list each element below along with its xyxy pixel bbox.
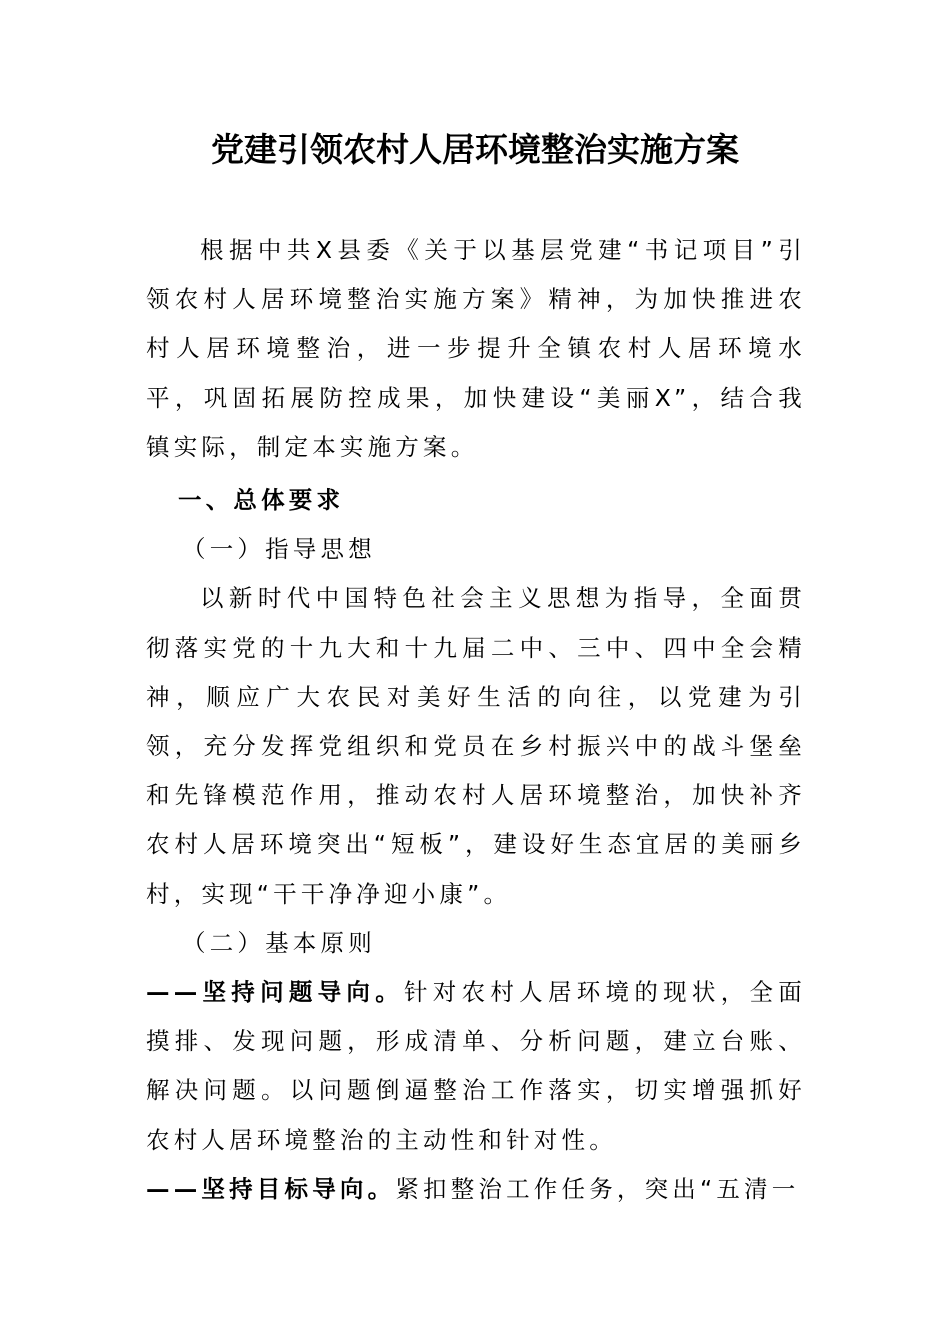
section-heading-overall-requirements: 一、总体要求 [178,486,345,515]
principle-problem-oriented-text: 针对农村人居环境的现状，全面摸排、发现问题，形成清单、分析问题，建立台账、解决问题。以问题倒逼整治工作落实，切实增强抓好农村人居环境整治的主动性和针对性。 [146,978,806,1154]
subsection-heading-basic-principles: （二）基本原则 [182,928,376,957]
principle-problem-oriented-lead: ——坚持问题导向。 [146,978,405,1007]
subsection-heading-guiding-ideology: （一）指导思想 [182,535,376,564]
principle-goal-oriented-text: 紧扣整治工作任务，突出“五清一 [395,1174,800,1203]
principle-goal-oriented [146,1165,806,1214]
principle-problem-oriented [146,968,806,1165]
intro-paragraph: 根据中共X县委《关于以基层党建“书记项目”引领农村人居环境整治实施方案》精神，为加快推进农村人居环境整治，进一步提升全镇农村人居环境水平，巩固拓展防控成果，加快建设“美丽X”，结合我镇实际，制定本实施方案。 [146,236,806,461]
document-title: 党建引领农村人居环境整治实施方案 [211,130,739,169]
document-body [146,226,806,1214]
principle-goal-oriented-lead: ——坚持目标导向。 [146,1174,396,1203]
guiding-ideology-paragraph: 以新时代中国特色社会主义思想为指导，全面贯彻落实党的十九大和十九届二中、三中、四中全会精神，顺应广大农民对美好生活的向往，以党建为引领，充分发挥党组织和党员在乡村振兴中的战斗堡垒和先锋模范作用，推动农村人居环境整治，加快补齐农村人居环境突出“短板”，建设好生态宜居的美丽乡村，实现“干干净净迎小康”。 [146,584,806,908]
